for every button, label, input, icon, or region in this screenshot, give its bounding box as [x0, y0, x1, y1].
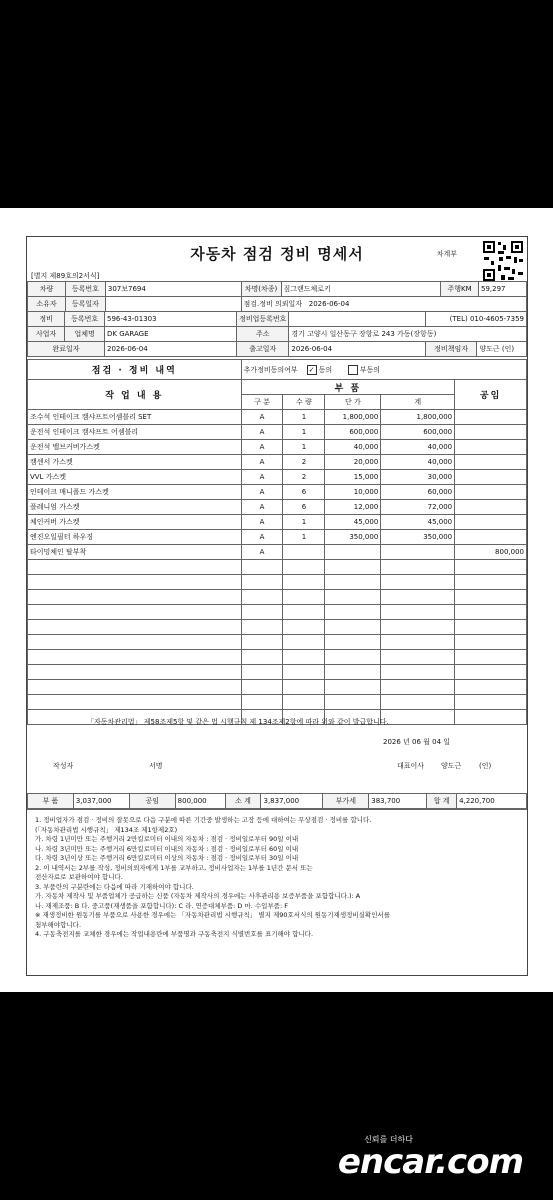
form-number: [별지 제89호의2서식] [31, 272, 100, 280]
item-cls [241, 650, 283, 665]
sub-header-total: 계 [381, 395, 455, 410]
item-name [28, 635, 242, 650]
shop-name-label: 업체명 [65, 327, 105, 342]
item-unit: 350,000 [325, 530, 381, 545]
item-cls [241, 680, 283, 695]
item-total [381, 590, 455, 605]
shop-name: DK GARAGE [104, 327, 236, 342]
table-row [28, 410, 527, 425]
table-row [28, 530, 527, 545]
item-cls [241, 635, 283, 650]
item-qty: 1 [283, 410, 325, 425]
doc-title: 자동차 점검 정비 명세서 [190, 245, 364, 263]
out-date-label: 출고일자 [237, 342, 289, 357]
table-row [28, 695, 527, 710]
encar-logo: encar.com [337, 1142, 523, 1182]
item-cls [241, 665, 283, 680]
copy-label: 차계부 [436, 250, 457, 258]
item-total [381, 575, 455, 590]
table-row [28, 545, 527, 560]
item-qty: 6 [283, 500, 325, 515]
item-cls: A [241, 545, 283, 560]
item-total [381, 695, 455, 710]
item-total: 30,000 [381, 470, 455, 485]
item-name: 캠센서 가스켓 [28, 455, 242, 470]
item-unit [325, 650, 381, 665]
disagree-label: 부동의 [359, 365, 381, 374]
item-labor [455, 455, 527, 470]
work-section-header: 점검 · 정비 내역 [28, 360, 242, 380]
item-cls: A [241, 470, 283, 485]
item-name: 인테이크 매니폴드 가스켓 [28, 485, 242, 500]
inspection-statement [26, 236, 528, 976]
reg-no-label: 등록번호 [65, 282, 105, 297]
sub-header-unit: 단 가 [325, 395, 381, 410]
agree-label: 동의 [318, 365, 333, 374]
item-cls: A [241, 455, 283, 470]
work-column-header: 작 업 내 용 [28, 380, 242, 410]
item-name: 운전석 인테이크 캠샤프트 어셈블리 [28, 425, 242, 440]
table-row [28, 440, 527, 455]
item-unit: 15,000 [325, 470, 381, 485]
item-labor [455, 515, 527, 530]
item-total [381, 650, 455, 665]
biz-reg [289, 312, 425, 327]
extra-consent-label: 추가정비동의여부 [243, 365, 298, 374]
table-row [28, 635, 527, 650]
shop-info-table [27, 311, 527, 357]
item-name [28, 560, 242, 575]
item-unit [325, 605, 381, 620]
item-unit [325, 635, 381, 650]
item-cls: A [241, 515, 283, 530]
item-labor [455, 710, 527, 725]
item-labor [455, 680, 527, 695]
item-name: 타이밍체인 탈부착 [28, 545, 242, 560]
table-row [28, 470, 527, 485]
item-total: 45,000 [381, 515, 455, 530]
item-unit [325, 680, 381, 695]
item-total: 1,800,000 [381, 410, 455, 425]
item-labor [455, 590, 527, 605]
subtotal-label: 소 계 [225, 794, 261, 809]
table-row [28, 500, 527, 515]
note-line: 가. 자동차 제작사 및 부품업체가 공급하는 신품 (자동차 제작사의 경우에는 사후관리용 보증부품을 포함합니다.): A [35, 892, 361, 900]
subtotal: 3,837,000 [261, 794, 323, 809]
item-cls [241, 575, 283, 590]
vehicle-info-table [27, 281, 527, 312]
note-line: ※ 재생정비한 원동기를 부품으로 사용한 경우에는 「자동차관리법 시행규칙」 별지 제90호서식의 원동기재생정비실확인서를 [35, 911, 391, 919]
request-date-cell [241, 297, 526, 312]
item-total: 40,000 [381, 440, 455, 455]
table-row [28, 665, 527, 680]
disagree-checkbox[interactable] [348, 365, 358, 375]
item-qty: 1 [283, 425, 325, 440]
grand-total: 4,220,700 [457, 794, 527, 809]
labor-column-header: 공임 [455, 380, 527, 410]
item-name: 조수석 인테이크 캠샤프트어셈블리 SET [28, 410, 242, 425]
item-name [28, 665, 242, 680]
reg-date-label: 등록일자 [65, 297, 105, 312]
sum-label: 합 계 [427, 794, 457, 809]
item-labor [455, 425, 527, 440]
item-cls [241, 695, 283, 710]
addr-label: 주소 [237, 327, 289, 342]
manager-label: 정비책임자 [425, 342, 477, 357]
item-qty: 1 [283, 530, 325, 545]
item-name [28, 575, 242, 590]
item-unit: 45,000 [325, 515, 381, 530]
request-date: 2026-06-04 [308, 300, 350, 308]
item-labor [455, 440, 527, 455]
item-cls [241, 560, 283, 575]
item-unit [325, 560, 381, 575]
issue-statement: 「자동차관리법」 제58조제5항 및 같은 법 시행규칙 제 134조제2항에 따라 위와 같이 발급합니다. [87, 718, 389, 726]
item-total [381, 680, 455, 695]
table-row [28, 515, 527, 530]
item-qty: 1 [283, 440, 325, 455]
vat-label: 부가세 [323, 794, 369, 809]
item-total [381, 635, 455, 650]
item-labor [455, 575, 527, 590]
item-cls [241, 620, 283, 635]
item-name [28, 620, 242, 635]
item-unit [325, 620, 381, 635]
item-name: 운전석 밸브커버가스켓 [28, 440, 242, 455]
done-date: 2026-06-04 [104, 342, 236, 357]
item-labor: 800,000 [455, 545, 527, 560]
item-cls: A [241, 530, 283, 545]
item-unit: 1,800,000 [325, 410, 381, 425]
item-qty [283, 665, 325, 680]
item-total [381, 605, 455, 620]
car-name: 짚그랜드체로키 [281, 282, 441, 297]
item-unit [325, 590, 381, 605]
item-qty [283, 650, 325, 665]
qr-code-icon [481, 239, 525, 283]
item-qty [283, 560, 325, 575]
sub-header-class: 구 분 [241, 395, 283, 410]
item-labor [455, 410, 527, 425]
item-name: 플레니엄 가스켓 [28, 500, 242, 515]
done-date-label: 완료일자 [28, 342, 105, 357]
item-total [381, 665, 455, 680]
item-unit: 10,000 [325, 485, 381, 500]
table-row [28, 560, 527, 575]
item-qty [283, 635, 325, 650]
item-qty [283, 605, 325, 620]
note-line: 첨부해야합니다. [35, 920, 82, 929]
note-line: 다. 차령 3년이상 또는 주행거리 6만킬로미터 이상의 자동차 : 점검 · 정비일로부터 30일 이내 [35, 854, 299, 862]
item-total: 350,000 [381, 530, 455, 545]
note-line: 나. 재제조품: B 다. 중고품(재생품을 포함합니다): C 라. 연증대체부품: D 마. 수입부품: F [35, 901, 289, 910]
item-name [28, 695, 242, 710]
item-qty [283, 680, 325, 695]
manager-name: 양도근 [479, 345, 500, 353]
item-labor [455, 500, 527, 515]
item-qty [283, 695, 325, 710]
item-cls: A [241, 440, 283, 455]
document-sheet [0, 208, 553, 992]
agree-checkbox-checked[interactable]: ✓ [307, 365, 317, 375]
item-labor [455, 650, 527, 665]
vat: 383,700 [369, 794, 427, 809]
owner-label: 차량 [28, 282, 66, 297]
item-qty: 2 [283, 470, 325, 485]
shop-address: 경기 고양시 일산동구 장항로 243 가동(장항동) [289, 327, 527, 342]
item-qty [283, 620, 325, 635]
item-unit: 20,000 [325, 455, 381, 470]
manager-cell [477, 342, 527, 357]
labor-total: 800,000 [175, 794, 225, 809]
item-cls [241, 605, 283, 620]
labor-total-label: 공임 [129, 794, 175, 809]
item-labor [455, 635, 527, 650]
request-date-label: 점검.정비 의뢰일자 [243, 300, 303, 308]
item-total: 600,000 [381, 425, 455, 440]
mileage: 59,297 [479, 282, 527, 297]
item-total [381, 710, 455, 725]
footer-slogan: 신뢰를 더하다 [364, 1135, 413, 1144]
item-unit: 12,000 [325, 500, 381, 515]
item-qty [283, 590, 325, 605]
item-unit: 40,000 [325, 440, 381, 455]
mileage-label: 주행KM [441, 282, 479, 297]
shop-reg-no-label: 등록번호 [65, 312, 105, 327]
table-row [28, 680, 527, 695]
item-name [28, 680, 242, 695]
item-total: 72,000 [381, 500, 455, 515]
work-table [27, 359, 527, 725]
sign-label: 서명 [149, 762, 163, 770]
biz-reg-label: 정비업등록번호 [237, 312, 289, 327]
note-line: 전산자료로 보관하여야 합니다. [35, 873, 123, 881]
out-date: 2026-06-04 [289, 342, 425, 357]
item-unit [325, 545, 381, 560]
totals-table [27, 793, 527, 809]
item-total [381, 560, 455, 575]
shop-tel: (TEL) 010-4605-7359 [425, 312, 526, 327]
ceo-label: 대표이사 [397, 762, 425, 770]
item-name: VVL 가스켓 [28, 470, 242, 485]
table-row [28, 620, 527, 635]
note-line: 1. 정비업자가 점검 · 정비의 잘못으로 다음 구분에 따른 기간중 발생하는 고장 등에 대하여는 무상점검 · 정비를 합니다. [35, 816, 372, 824]
item-cls [241, 590, 283, 605]
item-labor [455, 485, 527, 500]
item-labor [455, 665, 527, 680]
item-name: 엔진오일필터 하우징 [28, 530, 242, 545]
note-line: 2. 이 내역서는 2부를 작성, 정비의뢰자에게 1부를 교부하고, 정비사업자는 1부를 1년간 문서 또는 [35, 863, 313, 872]
parts-column-header: 부 품 [241, 380, 455, 395]
table-row [28, 575, 527, 590]
item-labor [455, 695, 527, 710]
shop-label: 정비 [28, 312, 65, 327]
extra-consent-cell [241, 360, 526, 380]
item-labor [455, 530, 527, 545]
table-row [28, 455, 527, 470]
item-total: 40,000 [381, 455, 455, 470]
item-cls: A [241, 500, 283, 515]
note-line: 나. 차령 3년미만 또는 주행거리 6만킬로미터 이내의 자동차 : 점검 · 정비일로부터 60일 이내 [35, 844, 299, 853]
item-labor [455, 620, 527, 635]
owner-label-2: 소유자 [28, 297, 66, 312]
ceo-name: 양도근 [441, 762, 462, 770]
item-labor [455, 470, 527, 485]
table-row [28, 485, 527, 500]
item-total [381, 545, 455, 560]
reg-date [105, 297, 241, 312]
writer-label: 작성자 [53, 762, 74, 770]
car-name-label: 차명(차종) [241, 282, 281, 297]
parts-total: 3,037,000 [73, 794, 129, 809]
item-labor [455, 605, 527, 620]
item-name: 체인커버 가스켓 [28, 515, 242, 530]
item-total [381, 620, 455, 635]
vehicle-reg-no: 307보7694 [105, 282, 241, 297]
parts-total-label: 부 품 [28, 794, 74, 809]
item-cls: A [241, 425, 283, 440]
table-row [28, 590, 527, 605]
item-total: 60,000 [381, 485, 455, 500]
item-qty [283, 575, 325, 590]
shop-label-2: 사업자 [28, 327, 65, 342]
item-cls: A [241, 410, 283, 425]
item-unit [325, 575, 381, 590]
item-qty [283, 545, 325, 560]
item-unit [325, 665, 381, 680]
sub-header-qty: 수 량 [283, 395, 325, 410]
note-line: 3. 부품란의 구분란에는 다음에 따라 기재하여야 합니다. [35, 882, 194, 891]
item-name [28, 590, 242, 605]
item-labor [455, 560, 527, 575]
item-qty: 6 [283, 485, 325, 500]
note-line: (「자동차관리법 시행규칙」 제134조 제1항제2호) [35, 825, 178, 834]
item-cls: A [241, 485, 283, 500]
item-name [28, 605, 242, 620]
issue-date: 2026 년 06 월 04 일 [383, 738, 451, 746]
manager-seal: (인) [501, 345, 515, 353]
item-name [28, 650, 242, 665]
table-row [28, 605, 527, 620]
ceo-seal: (인) [479, 762, 492, 770]
note-line: 4. 구동축전지를 교체한 경우에는 작업내용란에 부품명과 구동축전지 식별번호를 표기해야 합니다. [35, 930, 314, 938]
item-qty: 2 [283, 455, 325, 470]
notes-section [27, 809, 527, 975]
item-qty: 1 [283, 515, 325, 530]
table-row [28, 425, 527, 440]
item-unit [325, 695, 381, 710]
item-unit: 600,000 [325, 425, 381, 440]
note-line: 가. 차령 1년미만 또는 주행거리 2만킬로미터 이내의 자동차 : 점검 · 정비일로부터 90일 이내 [35, 835, 299, 843]
shop-reg-no: 596-43-01303 [104, 312, 236, 327]
table-row [28, 650, 527, 665]
